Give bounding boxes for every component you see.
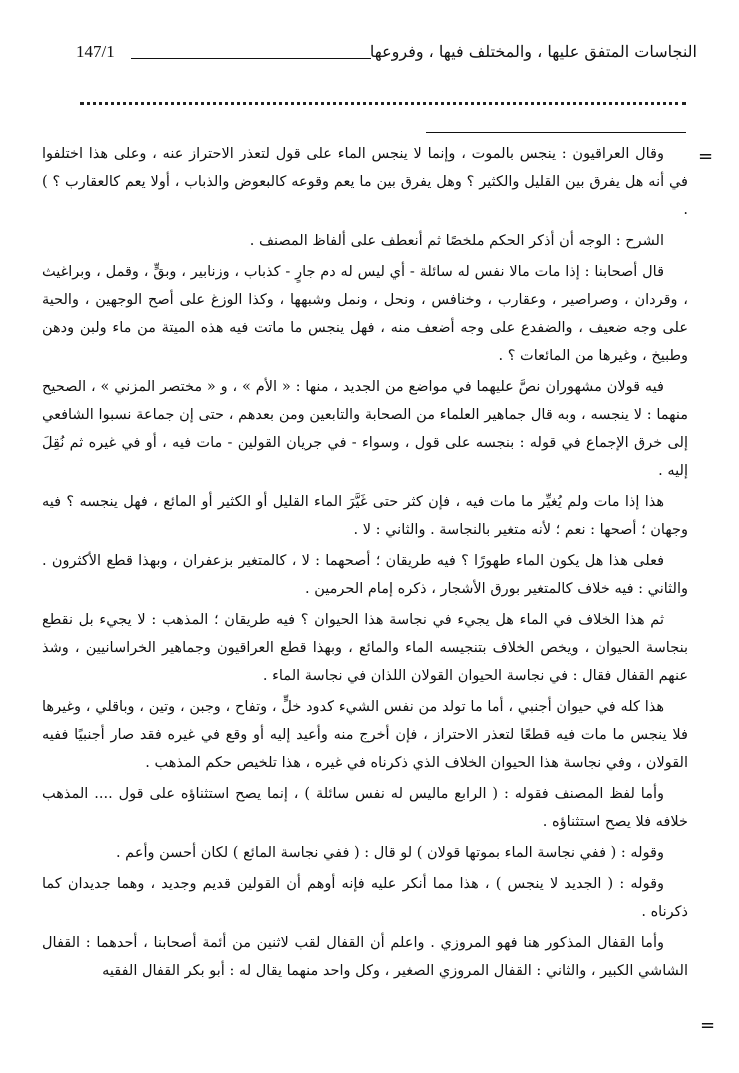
paragraph: وقوله : ( الجديد لا ينجس ) ، هذا مما أنكر عليه فإنه أوهم أن القولين قديم وجديد ، وهما جديدان كما ذكرناه . — [42, 876, 688, 920]
paragraph: وأما القفال المذكور هنا فهو المروزي . واعلم أن القفال لقب لاثنين من أئمة أصحابنا ، أحدهما : القفال الشاشي الكبير ، والثاني : القفال المروزي الصغير ، وكل واحد منهما يقال له : أبو بكر القفال الفقيه — [42, 935, 688, 979]
paragraph: الشرح : الوجه أن أذكر الحكم ملخصًا ثم أنعطف على ألفاظ المصنف . — [249, 233, 664, 249]
continuation-mark-bottom: = — [700, 1015, 716, 1036]
paragraph: هذا إذا مات ولم يُغيِّر ما مات فيه ، فإن كثر حتى غَيَّرَ الماء القليل أو الكثير أو المائع ، فهل ينجسه ؟ فيه وجهان ؛ أصحها : نعم ؛ لأنه متغير بالنجاسة . والثاني : لا . — [42, 494, 688, 538]
paragraph: فعلى هذا هل يكون الماء طهورًا ؟ فيه طريقان ؛ أصحهما : لا ، كالمتغير بزعفران ، وبهذا قطع الأكثرون . والثاني : فيه خلاف كالمتغير بورق الأشجار ، ذكره إمام الحرمين . — [42, 553, 688, 597]
header-rule — [131, 58, 371, 59]
page-number: 147/1 — [76, 42, 115, 61]
paragraph: فيه قولان مشهوران نصَّ عليهما في مواضع من الجديد ، منها : « الأم » ، و « مختصر المزني » ، الصحيح منهما : لا ينجسه ، وبه قال جماهير العلماء من الصحابة والتابعين ومن بعدهم ، حتى إن جماعة نسبوا الشافعي إلى خرق الإجماع في قوله : بنجسه على قول ، وسواء - في جريان القولين - مات فيه ، أو في غيره ثم نُقِلَ إليه . — [42, 379, 688, 479]
paragraph: ثم هذا الخلاف في الماء هل يجيء في نجاسة هذا الحيوان ؟ فيه طريقان ؛ المذهب : لا يجيء بل نقطع بنجاسة الحيوان ، ويخص الخلاف بتنجيسه الماء والمائع ، وبهذا قطع العراقيون وجماهير الخراسانيين ، وشذ عنهم القفال فقال : في نجاسة الحيوان القولان اللذان في نجاسة الماء . — [42, 612, 688, 684]
paragraph: وأما لفظ المصنف فقوله : ( الرابع ماليس له نفس سائلة ) ، إنما يصح استثناؤه على قول .... المذهب خلافه فلا يصح استثناؤه . — [42, 786, 688, 830]
running-title: النجاسات المتفق عليها ، والمختلف فيها ، وفروعها — [369, 42, 697, 61]
paragraph: هذا كله في حيوان أجنبي ، أما ما تولد من نفس الشيء كدود خلٍّ ، وتفاح ، وجبن ، وتين ، وباقلي ، وغيرها فلا ينجس ما مات فيه قطعًا لتعذر الاحتراز ، فإن أخرج منه وأعيد إليه أو وقع في غيره فقد صار أجنبيًا ففيه القولان ، وفي نجاسة هذا الحيوان الخلاف الذي ذكرناه في غيره ، هذا تلخيص حكم المذهب . — [42, 699, 688, 771]
continuation-mark-top: = — [698, 146, 714, 167]
paragraph: قال أصحابنا : إذا مات مالا نفس له سائلة - أي ليس له دم جارٍ - كذباب ، وزنابير ، وبقٍّ ، وقمل ، وبراغيث ، وقردان ، وصراصير ، وعقارب ، وخنافس ، ونحل ، ونمل وشبهها ، وكذا الوزغ على أصح الوجهين ، والحية على وجه ضعيف ، والضفدع على وجه أضعف منه ، فهل ينجس ما ماتت فيه هذه الميتة من ماء ولبن ودهن وطبيخ ، وغيرها من المائعات ؟ . — [42, 264, 688, 364]
short-divider — [426, 132, 686, 133]
paragraph: وقوله : ( ففي نجاسة الماء بموتها قولان ) لو قال : ( ففي نجاسة المائع ) لكان أحسن وأعم . — [115, 845, 664, 861]
body-text — [42, 140, 688, 988]
paragraph: وقال العراقيون : ينجس بالموت ، وإنما لا ينجس الماء على قول لتعذر الاحتراز عنه ، وعلى هذا اختلفوا في أنه هل يفرق بين القليل والكثير ؟ وهل يفرق بين ما يعم وقوعه كالبعوض والذباب ، أولا يعم كالعقارب ؟ ) . — [42, 146, 688, 218]
dotted-divider — [80, 102, 686, 105]
